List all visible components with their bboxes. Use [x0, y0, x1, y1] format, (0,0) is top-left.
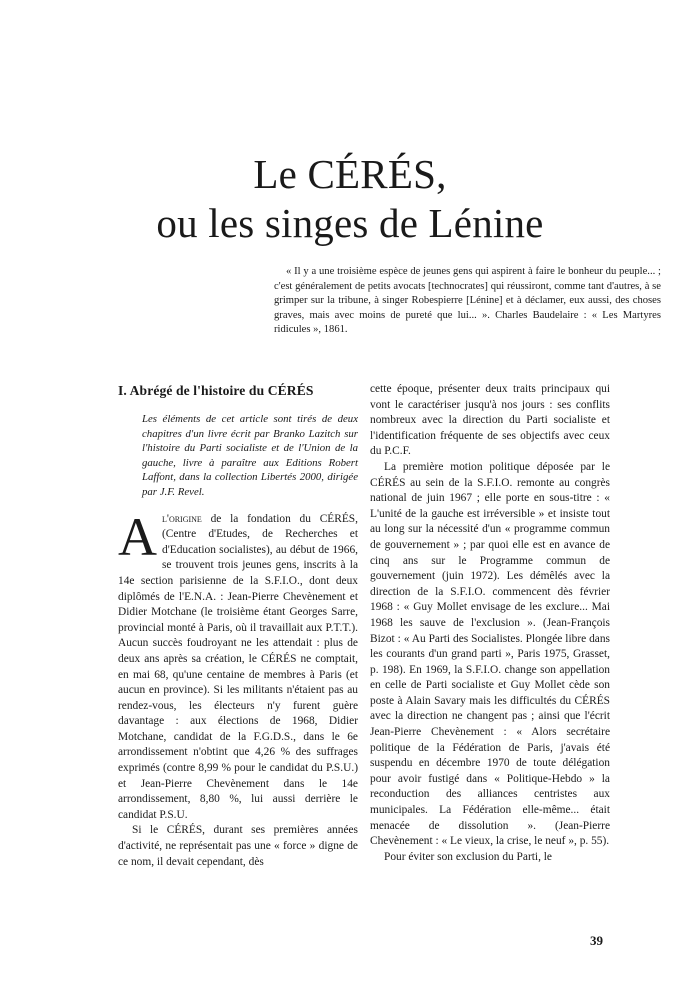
editor-note: Les éléments de cet article sont tirés de deux chapitres d'un livre écrit par Branko Lazitch sur l'histoire du Parti socialiste et de l'Union de la gauche, livre à paraître aux Editions Robert Laffont, dans la collection Libertés 2000, dirigée par J.F. Revel. [142, 413, 358, 498]
page-number: 39 [590, 933, 603, 948]
title-line-2: ou les singes de Lénine [156, 200, 544, 246]
epigraph-quote: « Il y a une troisième espèce de jeunes gens qui aspirent à faire le bonheur du peuple... ; c'est généralement de petits avocats [technocrates] qui réussiront, comme tant d'autres, à se grimper sur la tribune, à singer Robespierre [Lénine] et à déclamer, eux aussi, des choses graves, mais avec moins de pureté que lui... ». Charles Baudelaire : « Les Martyres ridicules », 1861. [274, 266, 661, 336]
left-column [118, 382, 358, 870]
paragraph-4: La première motion politique déposée par le CÉRÉS au sein de la S.F.I.O. remonte au congrès national de juin 1967 ; elle porte en sous-titre : « L'unité de la gauche est irréversible » et insiste tout au long sur la nécessité d'un « programme commun de gouvernement » ; par quoi elle est en avance de cinq ans sur le Programme commun de gouvernement (juin 1972). Les démêlés avec la direction de la S.F.I.O. commencent dès février 1968 : « Guy Mollet envisage de les exclure... Mai 1968 les sauve de l'exclusion ». (Jean-François Bizot : « Au Parti des Socialistes. Plongée libre dans les courants d'un grand parti », Paris 1975, Grasset, p. 198). En 1969, la S.F.I.O. change son appellation en celle de Parti socialiste et Guy Mollet cède son poste à Alain Savary mais les difficultés du CÉRÉS avec la direction ne changent pas ; ainsi que l'écrit Jean-Pierre Chevènement : « Alors secrétaire politique de la Fédération de Paris, j'avais été suspendu en décembre 1970 de toute délégation pour avoir fustigé dans « Politique-Hebdo » la reconduction des alliances centristes aux municipales. La Fédération elle-même... était menacée de dissolution ». (Jean-Pierre Chevènement : « Le vieux, la crise, le neuf », p. 55). [370, 460, 610, 848]
drop-cap: A [118, 506, 157, 567]
title-line-1: Le CÉRÉS, [253, 151, 447, 197]
right-column [370, 382, 610, 865]
section-heading: I. Abrégé de l'histoire du CÉRÉS [118, 383, 314, 398]
article-title [0, 150, 700, 248]
paragraph-2: Si le CÉRÉS, durant ses premières années d'activité, ne représentait pas une « force » digne de ce nom, il devait cependant, dès [118, 824, 358, 868]
opening-smallcaps: l'origine [162, 512, 202, 525]
paragraph-3: cette époque, présenter deux traits principaux qui vont le caractériser jusqu'à nos jours : ses conflits nombreux avec la direction du Parti socialiste et l'identification fréquente de ses objectifs avec ceux du P.C.F. [370, 383, 610, 458]
opening-paragraph [118, 506, 358, 824]
paragraph-5: Pour éviter son exclusion du Parti, le [384, 850, 552, 863]
opening-paragraph-text: de la fondation du CÉRÉS, (Centre d'Etudes, de Recherches et d'Education socialistes), au début de 1966, se trouvent trois jeunes gens, inscrits à la 14e section parisienne de la S.F.I.O., dont deux diplômés de l'E.N.A. : Jean-Pierre Chevènement et Didier Motchane (le troisième étant Georges Sarre, provincial monté à Paris, où il travaillait aux P.T.T.). Aucun succès foudroyant ne les attendait : plus de deux ans après sa création, le CÉRÉS ne comptait, en mai 68, qu'une centaine de membres à Paris (et aucun en province). Si les militants n'étaient pas au rendez-vous, les électeurs n'y furent guère davantage : aux élections de 1968, Didier Motchane, candidat de la F.G.D.S., dans le 6e arrondissement n'obtint que 4,26 % des suffrages exprimés (contre 8,99 % pour le candidat du P.S.U.) et Jean-Pierre Chevènement dans le 14e arrondissement, 8,80 %, lui aussi derrière le candidat P.S.U. [118, 512, 358, 821]
